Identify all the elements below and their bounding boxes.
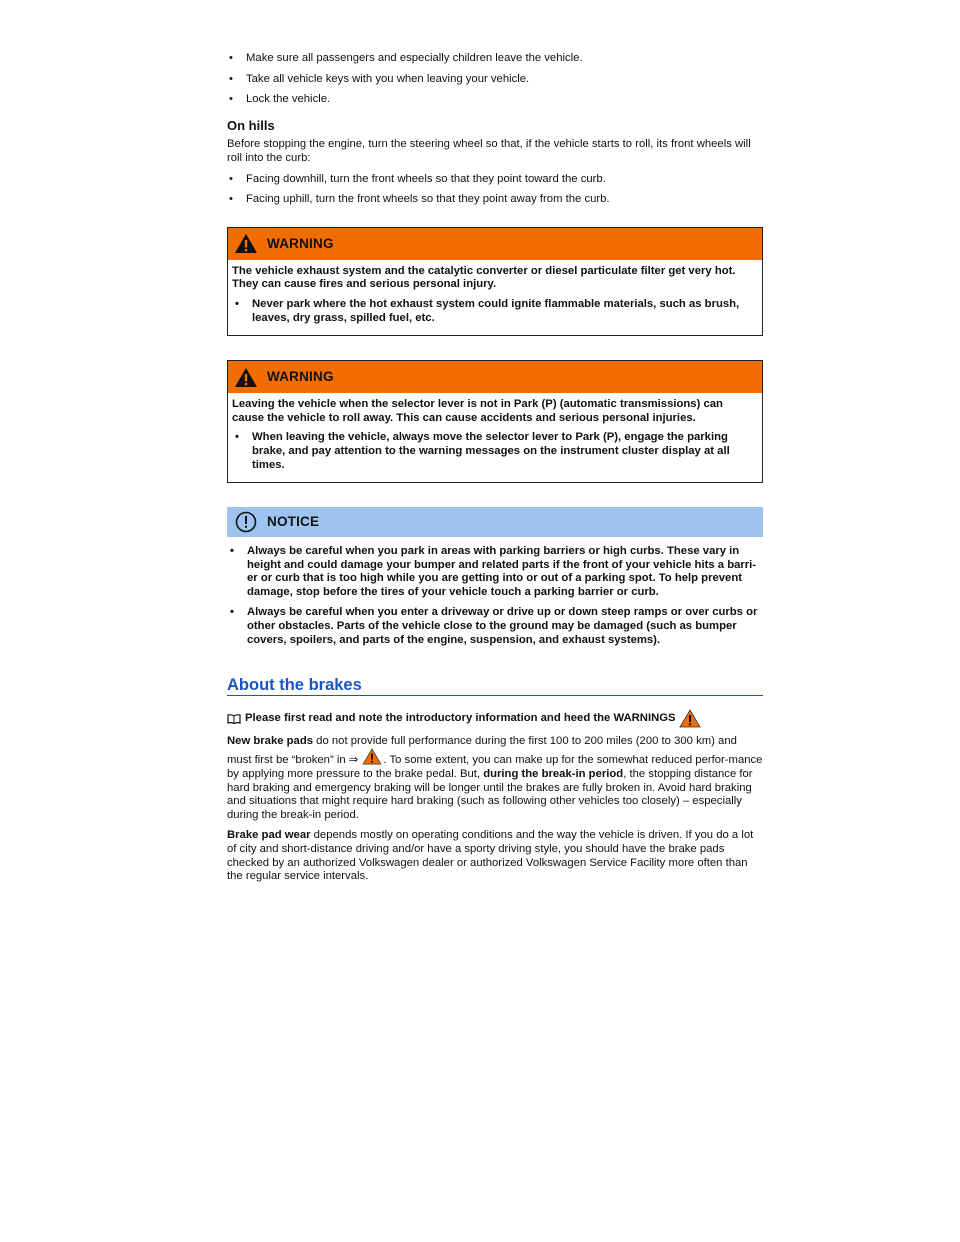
hills-text: Before stopping the engine, turn the steering wheel so that, if the vehicle starts to roll, its front wheels will roll into the curb: (227, 138, 751, 164)
manual-page (227, 52, 763, 891)
warning-header (228, 361, 762, 393)
list-item: • Take all vehicle keys with you when leaving your vehicle. (229, 72, 530, 85)
notice-exclamation-icon (235, 511, 257, 533)
leaving-vehicle-list (227, 52, 763, 107)
notice-body (227, 537, 763, 647)
brake-pad-wear-paragraph: Brake pad wear depends mostly on operating conditions and the way the vehicle is driven. If you do a lot of city and short-distance driving and/or have a sporty driving style, you should have the brake pads checked by an authorized Volkswagen dealer or authorized Volkswagen Service Facility more often than the regular service intervals. (227, 829, 754, 883)
warning-triangle-icon (679, 709, 701, 728)
warning-triangle-icon (234, 233, 258, 254)
list-item: • Facing uphill, turn the front wheels so that they point away from the curb. (229, 193, 610, 206)
warning-triangle-icon (234, 367, 258, 388)
hills-heading: On hills (227, 117, 275, 133)
warning-text: The vehicle exhaust system and the catalytic converter or diesel particulate filter get very hot. They can cause fires and serious personal injury. (232, 264, 736, 291)
brakes-section-heading: About the brakes (227, 679, 763, 696)
warning-text: Leaving the vehicle when the selector lever is not in Park (P) (automatic transmissions) can cause the vehicle to roll away. This can cause accidents and serious personal injuries. (232, 398, 723, 424)
warning-header (228, 228, 762, 260)
warning-triangle-icon (362, 748, 382, 765)
list-item: • Facing downhill, turn the front wheels so that they point toward the curb. (229, 172, 606, 185)
intro-note: Please first read and note the introductory information and heed the WARNINGS (227, 709, 763, 728)
warning-body (228, 393, 762, 482)
warning-bullet: • Never park where the hot exhaust system could ignite flammable materials, such as brush, leaves, dry grass, spilled fuel, etc. (235, 297, 740, 324)
list-item: • Make sure all passengers and especially children leave the vehicle. (229, 52, 583, 64)
hills-list (227, 173, 763, 207)
warning-box-selector-lever (227, 360, 763, 483)
notice-bullet: • Always be careful when you park in areas with parking barriers or high curbs. These vary in height and could damage your bumper and related parts if the front of your vehicle hits a barri-er or curb that is too high while you are getting into or out of a parking spot. To help prevent damage, stop before the tires of your vehicle touch a parking barrier or curb. (230, 545, 757, 598)
notice-header (227, 507, 763, 537)
open-book-icon (227, 713, 241, 724)
notice-title: NOTICE (267, 514, 320, 530)
warning-title: WARNING (267, 235, 334, 251)
warning-body (228, 260, 762, 335)
warning-box-exhaust (227, 227, 763, 336)
warning-title: WARNING (267, 369, 334, 385)
warning-bullet: • When leaving the vehicle, always move the selector lever to Park (P), engage the parking brake, and pay attention to the warning messages on the instrument cluster display at all times. (235, 431, 730, 471)
new-brake-pads-paragraph: New brake pads do not provide full performance during the first 100 to 200 miles (200 to 300 km) and must first be “broken” in ⇒ . To some extent, you can make up for the somewhat reduced perfor-mance by applying more pressure to the brake pedal. But, during the break-in period, the stopping distance for hard braking and emergency braking will be longer until the brakes are fully broken in. Avoid hard braking and situations that might require hard braking (such as following other vehicles too closely) – especially during the break-in period. (227, 734, 763, 821)
notice-bullet: • Always be careful when you enter a driveway or drive up or down steep ramps or over curbs or other obstacles. Parts of the vehicle close to the ground may be damaged (such as bumper covers, spoilers, and parts of the engine, suspension, and exhaust systems). (230, 606, 758, 646)
list-item: • Lock the vehicle. (229, 93, 331, 106)
notice-box-parking (227, 507, 763, 647)
brakes-body (227, 735, 763, 884)
